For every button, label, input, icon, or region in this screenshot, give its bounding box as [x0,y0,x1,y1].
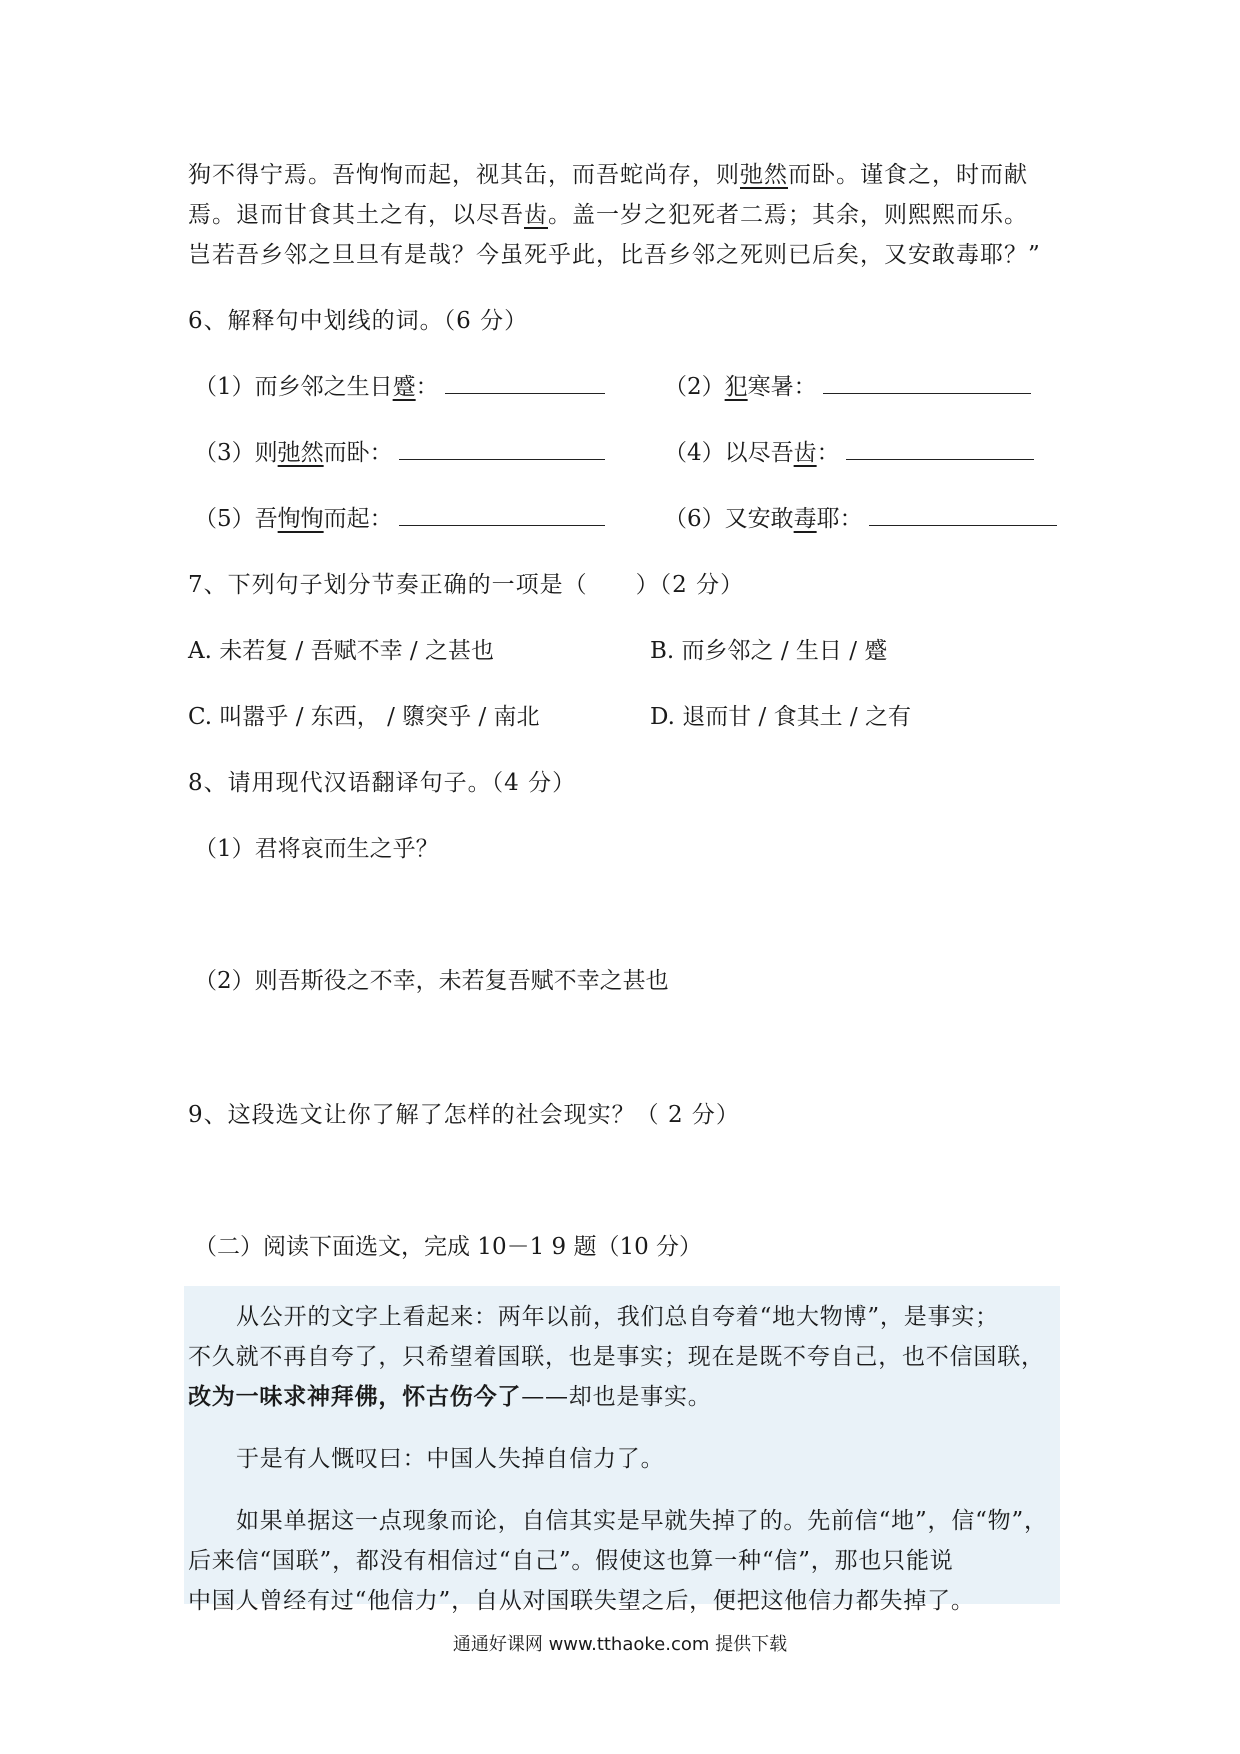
q6-item-5: （5）吾恂恂而起： [194,500,605,533]
q7-option-d[interactable]: D. 退而甘 / 食其土 / 之有 [650,704,911,730]
question-6-title: 6、解释句中划线的词。（6 分） [188,308,529,334]
answer-blank[interactable] [399,437,605,460]
q7-option-b[interactable]: B. 而乡邻之 / 生日 / 蹙 [650,638,888,664]
paragraph-2: 于是有人慨叹曰：中国人失掉自信力了。 [236,1446,665,1472]
q6-item-4: （4）以尽吾齿： [664,434,1034,467]
answer-blank[interactable] [846,437,1034,460]
q6-item-2: （2）犯寒暑： [664,368,1031,401]
underlined-word: 弛然 [740,162,788,188]
paragraph-1-line-1: 从公开的文字上看起来：两年以前，我们总自夸着“地大物博”，是事实； [236,1304,999,1330]
answer-blank[interactable] [823,371,1031,394]
passage-line-2: 焉。退而甘食其土之有，以尽吾齿。盖一岁之犯死者二焉；其余，则熙熙而乐。 [188,202,1028,228]
question-8-title: 8、请用现代汉语翻译句子。（4 分） [188,770,577,796]
paragraph-1-line-2: 不久就不再自夸了，只希望着国联，也是事实；现在是既不夸自己，也不信国联， [188,1344,1045,1370]
paragraph-1-line-3: 改为一味求神拜佛，怀古伤今了——却也是事实。 [188,1383,712,1410]
bold-phrase: 改为一味求神拜佛，怀古伤今了 [188,1383,522,1410]
section-2-title: （二）阅读下面选文，完成 10－1 9 题（10 分） [194,1234,703,1260]
q7-option-a[interactable]: A. 未若复 / 吾赋不幸 / 之甚也 [188,638,494,664]
underlined-word: 齿 [524,202,548,228]
paragraph-3-line-1: 如果单据这一点现象而论，自信其实是早就失掉了的。先前信“地”，信“物”， [236,1508,1048,1534]
q6-item-1: （1）而乡邻之生日蹙： [194,368,605,401]
q6-item-6: （6）又安敢毒耶： [664,500,1057,533]
question-9-title: 9、这段选文让你了解了怎样的社会现实？（ 2 分） [188,1102,740,1128]
passage-line-1: 狗不得宁焉。吾恂恂而起，视其缶，而吾蛇尚存，则弛然而卧。谨食之，时而献 [188,162,1028,188]
passage-line-3: 岂若吾乡邻之旦旦有是哉？今虽死乎此，比吾乡邻之死则已后矣，又安敢毒耶？” [188,242,1041,268]
reading-passage-box [184,1286,1060,1614]
q8-sentence-1: （1）君将哀而生之乎？ [194,836,439,862]
q8-sentence-2: （2）则吾斯役之不幸，未若复吾赋不幸之甚也 [194,968,669,994]
answer-blank[interactable] [869,503,1057,526]
question-7-title: 7、下列句子划分节奏正确的一项是（ ）（2 分） [188,572,745,598]
q6-item-3: （3）则弛然而卧： [194,434,605,467]
q7-option-c[interactable]: C. 叫嚣乎 / 东西， / 隳突乎 / 南北 [188,704,540,730]
answer-blank[interactable] [445,371,605,394]
paragraph-3-line-3: 中国人曾经有过“他信力”，自从对国联失望之后，便把这他信力都失掉了。 [188,1588,975,1614]
footer-credit: 通通好课网 www.tthaoke.com 提供下载 [452,1634,788,1655]
paragraph-3-line-2: 后来信“国联”，都没有相信过“自己”。假使这也算一种“信”，那也只能说 [188,1548,954,1574]
answer-blank[interactable] [399,503,605,526]
